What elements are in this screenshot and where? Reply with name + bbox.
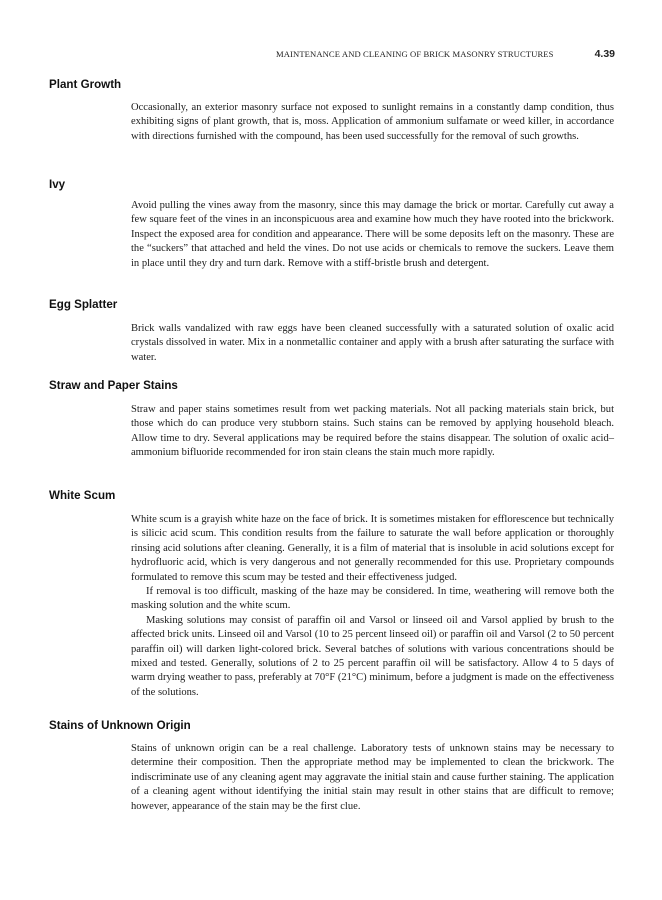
paragraph: If removal is too difficult, masking of the haze may be considered. In time, weathering will remove both the masking solution and the white scum. (131, 586, 614, 612)
section-body-ivy (131, 199, 614, 271)
running-header-title: MAINTENANCE AND CLEANING OF BRICK MASONRY STRUCTURES (276, 49, 554, 59)
paragraph: Stains of unknown origin can be a real challenge. Laboratory tests of unknown stains may be necessary to determine their composition. Then the appropriate method may be implemented to clean the brickwork. The indiscriminate use of any cleaning agent may aggravate the initial stain and cause further staining. The application of a cleaning agent without identifying the initial stain may result in other stains that are difficult to remove; however, appearance of the stain may be the first clue. (131, 743, 614, 812)
section-heading-white-scum: White Scum (49, 489, 116, 502)
section-heading-straw-paper-stains: Straw and Paper Stains (49, 379, 178, 392)
paragraph: Brick walls vandalized with raw eggs have been cleaned successfully with a saturated solution of oxalic acid crystals dissolved in water. Mix in a nonmetallic container and apply with a brush after saturating the surface with water. (131, 323, 614, 363)
section-body-white-scum (131, 513, 614, 700)
section-heading-plant-growth: Plant Growth (49, 78, 122, 91)
section-heading-unknown-origin: Stains of Unknown Origin (49, 719, 191, 732)
section-body-unknown-origin (131, 742, 614, 814)
section-body-egg-splatter (131, 322, 614, 365)
paragraph: Avoid pulling the vines away from the masonry, since this may damage the brick or mortar. Carefully cut away a few square feet of the vines in an inconspicuous area and examine how much they have rooted into the brickwork. Inspect the exposed area for condition and appearance. There will be some deposits left on the masonry. These are the “suckers” that attached and held the vines. Do not use acids or chemicals to remove the suckers. Leave them in place until they dry and turn dark. Remove with a stiff-bristle brush and detergent. (131, 200, 614, 269)
paragraph: Straw and paper stains sometimes result from wet packing materials. Not all packing materials stain brick, but those which do can produce very stubborn stains. Such stains can be removed by applying household bleach. Allow time to dry. Several applications may be required before the stains disappear. The solution of oxalic acid–ammonium bifluoride recommended for iron stain cleans the stain much more rapidly. (131, 404, 614, 459)
paragraph: Masking solutions may consist of paraffin oil and Varsol or linseed oil and Varsol applied by brush to the affected brick units. Linseed oil and Varsol (10 to 25 percent linseed oil) or paraffin oil and Varsol (2 to 50 percent paraffin oil) will darken light-colored brick. Several batches of solutions with various concentrations should be mixed and tested. Generally, solutions of 2 to 25 percent paraffin oil will be satisfactory. Allow 4 to 5 days of warm drying weather to pass, preferably at 70°F (21°C) minimum, before a judgment is made on the effectiveness of the solutions. (131, 614, 614, 698)
paragraph: Occasionally, an exterior masonry surface not exposed to sunlight remains in a constantly damp condition, thus exhibiting signs of plant growth, that is, moss. Application of ammonium sulfamate or weed killer, in accordance with directions furnished with the compound, has been used successfully for the removal of such growths. (131, 102, 614, 142)
running-header (276, 48, 615, 60)
section-heading-ivy: Ivy (49, 178, 66, 191)
paragraph: White scum is a grayish white haze on the face of brick. It is sometimes mistaken for efflorescence but technically is silicic acid scum. This condition results from the failure to saturate the wall before application or thoroughly rinsing acid solutions after cleaning. Generally, it is a film of material that is insoluble in acid solutions except for hydrofluoric acid, which is very dangerous and not generally recommended for this use. Proprietary compounds formulated to remove this scum may be tested and their effectiveness judged. (131, 514, 614, 583)
section-heading-egg-splatter: Egg Splatter (49, 298, 118, 311)
page-number: 4.39 (594, 48, 615, 60)
section-body-straw-paper-stains (131, 403, 614, 461)
section-body-plant-growth (131, 101, 614, 144)
